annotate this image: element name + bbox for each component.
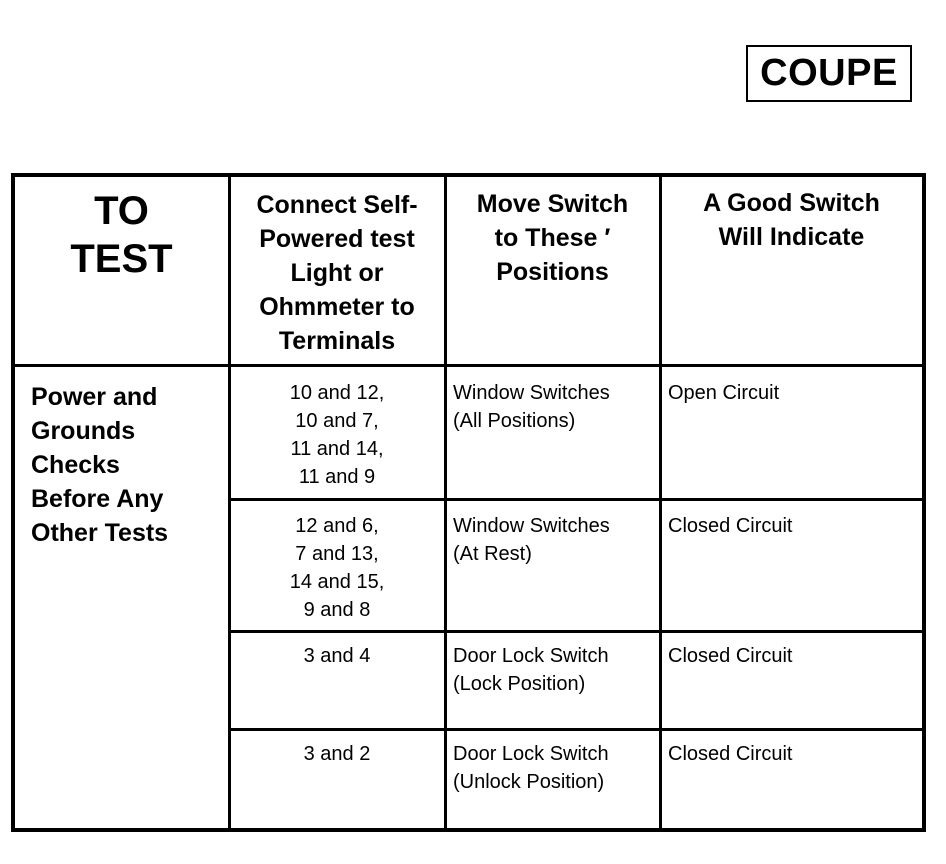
- header-to-test: TO TEST: [70, 189, 173, 281]
- positions-cell: Door Lock Switch (Unlock Position): [453, 743, 609, 793]
- header-connect-terminals: Connect Self- Powered test Light or Ohmmeter to Terminals: [256, 191, 418, 355]
- indication-cell: Closed Circuit: [668, 515, 793, 537]
- positions-cell: Window Switches (At Rest): [453, 515, 610, 565]
- header-move-switch: Move Switch to These ′ Positions: [476, 190, 629, 286]
- terminals-cell: 3 and 4: [303, 645, 371, 667]
- terminals-cell: 12 and 6, 7 and 13, 14 and 15, 9 and 8: [289, 515, 385, 621]
- indication-cell: Closed Circuit: [668, 743, 793, 765]
- header-good-switch: A Good Switch Will Indicate: [703, 189, 880, 251]
- row-divider: [230, 630, 922, 633]
- row-divider: [230, 498, 922, 501]
- positions-cell: Door Lock Switch (Lock Position): [453, 645, 609, 695]
- header-divider: [15, 364, 922, 367]
- terminals-cell: 10 and 12, 10 and 7, 11 and 14, 11 and 9: [289, 382, 385, 488]
- switch-test-table: [11, 173, 926, 832]
- coupe-badge: COUPE: [746, 45, 912, 102]
- indication-cell: Closed Circuit: [668, 645, 793, 667]
- row-label-power-grounds: Power and Grounds Checks Before Any Other Tests: [31, 383, 169, 547]
- indication-cell: Open Circuit: [668, 382, 780, 404]
- terminals-cell: 3 and 2: [303, 743, 371, 765]
- positions-cell: Window Switches (All Positions): [453, 382, 610, 432]
- row-divider: [230, 728, 922, 731]
